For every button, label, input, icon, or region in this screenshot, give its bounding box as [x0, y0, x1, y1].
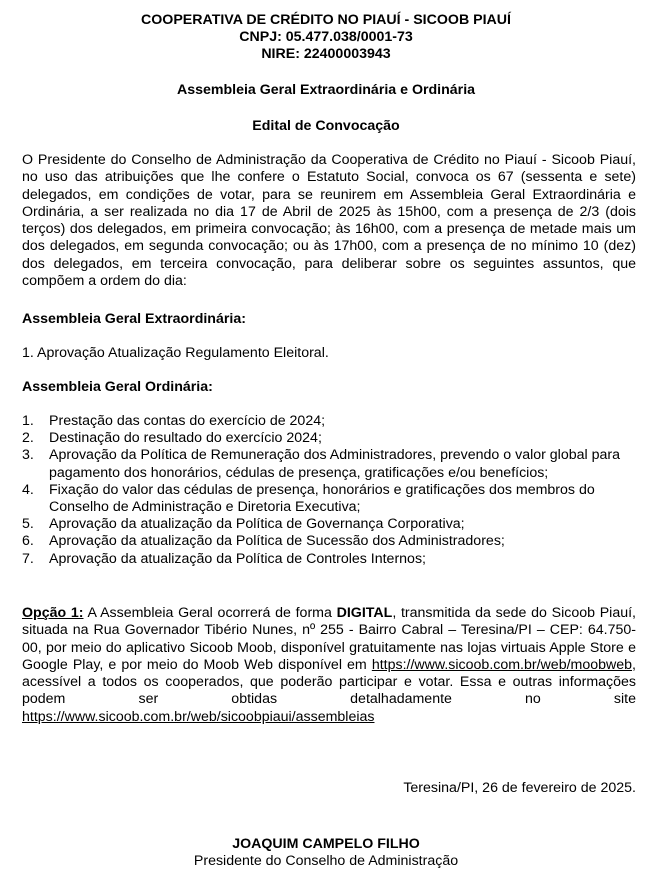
document-title: Assembleia Geral Extraordinária e Ordinária: [176, 82, 476, 98]
list-item: [22, 533, 642, 550]
list-item-number: 4.: [22, 481, 34, 498]
list-item: [22, 551, 642, 568]
list-item: [22, 482, 642, 516]
option-label: Opção 1:: [22, 605, 84, 621]
ordinaria-heading: Assembleia Geral Ordinária:: [22, 379, 213, 395]
list-item-number: 1.: [22, 413, 34, 429]
list-item-text: Prestação das contas do exercício de 2024;: [49, 413, 326, 429]
document-subtitle: Edital de Convocação: [252, 118, 400, 134]
list-item-text: Aprovação da atualização da Política de Sucessão dos Administradores;: [49, 533, 505, 550]
option-paragraph: [22, 605, 636, 726]
document-date: Teresina/PI, 26 de fevereiro de 2025.: [403, 780, 636, 796]
signatory-name: JOAQUIM CAMPELO FILHO: [232, 836, 420, 852]
assembleias-link[interactable]: https://www.sicoob.com.br/web/sicoobpiaui/assembleias: [22, 708, 375, 725]
list-item-text: Destinação do resultado do exercício 2024;: [49, 430, 322, 447]
moobweb-link[interactable]: https://www.sicoob.com.br/web/moobweb: [371, 656, 633, 673]
list-item-text: Aprovação da Política de Remuneração dos Administradores, prevendo o valor global para pagamento dos honorários, cédulas de presença, gratificações e/ou benefícios;: [49, 447, 620, 481]
digital-label: DIGITAL: [336, 605, 393, 621]
option-text-c: , acessível a todos os cooperados, que poderão participar e votar. Essa e outras informações podem ser obtidas detalhadamente no site: [22, 656, 636, 708]
intro-paragraph: O Presidente do Conselho de Administração da Cooperativa de Crédito no Piauí - Sicoob Piauí, no uso das atribuições que lhe confere o Estatuto Social, convoca os 67 (sessenta e sete) delegados, em condições de votar, para se reunirem em Assembleia Geral Extraordinária e Ordinária, a ser realizada no dia 17 de Abril de 2025 às 15h00, com a presença de 2/3 (dois terços) dos delegados, em primeira convocação; às 16h00, com a presença de metade mais um dos delegados, em segunda convocação; ou às 17h00, com a presença de no mínimo 10 (dez) dos delegados, em terceira convocação, para deliberar sobre os seguintes assuntos, que compõem a ordem do dia:: [22, 152, 636, 290]
extraordinaria-item: 1. Aprovação Atualização Regulamento Eleitoral.: [22, 345, 329, 361]
list-item-number: 6.: [22, 533, 34, 550]
option-text-a: A Assembleia Geral ocorrerá de forma: [83, 605, 337, 621]
extraordinaria-heading: Assembleia Geral Extraordinária:: [22, 311, 246, 327]
list-item-number: 7.: [22, 550, 34, 567]
nire: NIRE: 22400003943: [261, 46, 391, 62]
option-text-b: , transmitida da sede do Sicoob Piauí, situada na Rua Governador Tibério Nunes, nº 255 - Bairro Cabral – Teresina/PI – CEP: 64.750-00, por meio do aplicativo Sicoob Moob, disponível gratuitamente nas lojas virtuais Apple Store e Google Play, e por meio do Moob Web disponível em: [22, 605, 636, 673]
list-item-text: Fixação do valor das cédulas de presença, honorários e gratificações dos membros do Conselho de Administração e Diretoria Executiva;: [49, 481, 595, 516]
list-item-text: Aprovação da atualização da Política de Governança Corporativa;: [49, 516, 465, 533]
cooperative-name: COOPERATIVA DE CRÉDITO NO PIAUÍ - SICOOB PIAUÍ: [141, 12, 511, 28]
list-item: [22, 447, 642, 481]
list-item: [22, 413, 642, 430]
list-item-text: Aprovação da atualização da Política de Controles Internos;: [49, 550, 426, 567]
list-item-number: 5.: [22, 516, 34, 533]
ordinaria-list: [22, 413, 642, 568]
list-item-number: 3.: [22, 447, 34, 464]
list-item: [22, 516, 642, 533]
list-item-number: 2.: [22, 430, 34, 447]
signatory-role: Presidente do Conselho de Administração: [193, 853, 459, 869]
list-item: [22, 430, 642, 447]
cnpj: CNPJ: 05.477.038/0001-73: [239, 29, 413, 45]
